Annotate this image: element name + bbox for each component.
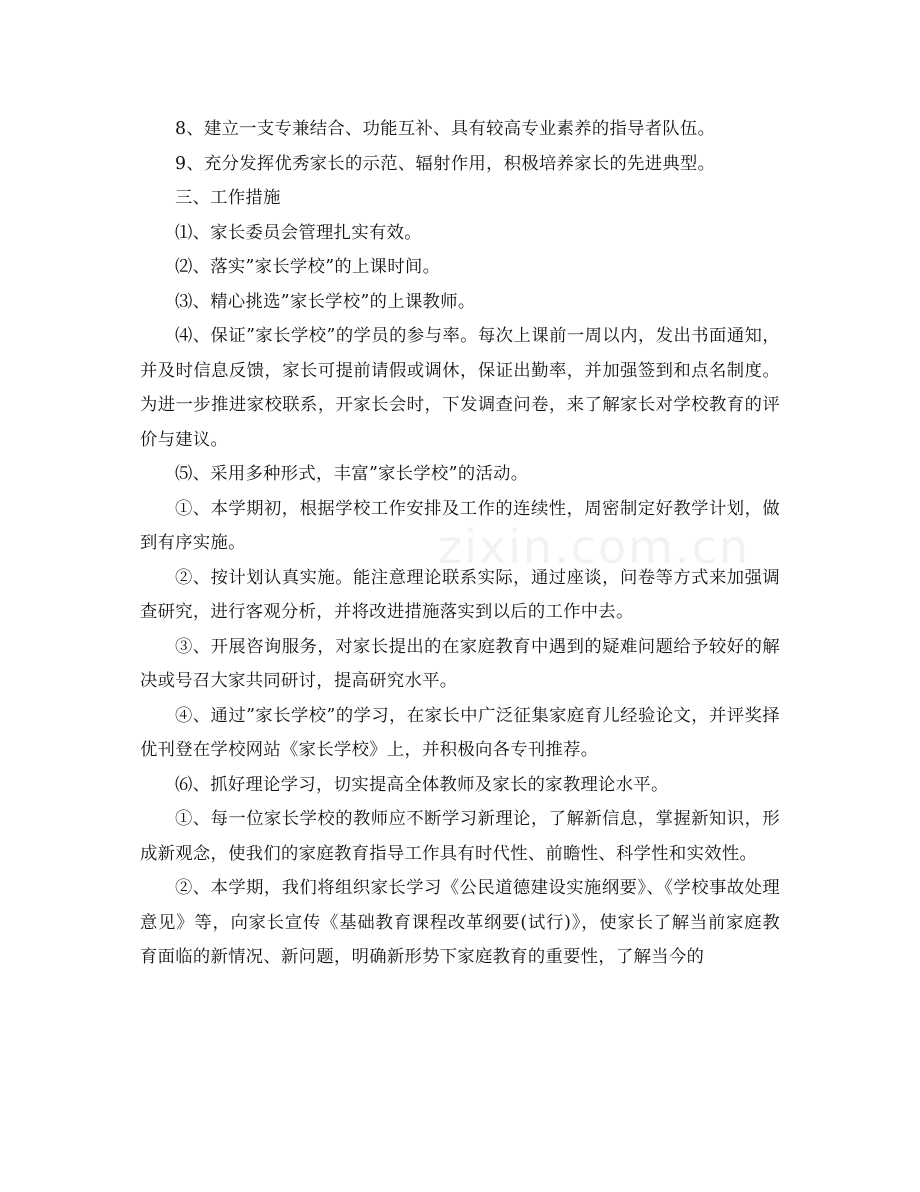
measure-5-item-2: ②、按计划认真实施。能注意理论联系实际，通过座谈，问卷等方式来加强调查研究，进行客观分析，并将改进措施落实到以后的工作中去。	[140, 567, 780, 622]
measure-5-item-4: ④、通过”家长学校”的学习，在家长中广泛征集家庭育儿经验论文，并评奖择优刊登在学校网站《家长学校》上，并积极向各专刊推荐。	[140, 705, 780, 760]
measure-6: ⑹、抓好理论学习，切实提高全体教师及家长的家教理论水平。	[175, 774, 669, 795]
document-body	[140, 112, 780, 975]
paragraph-8: 8、建立一支专兼结合、功能互补、具有较高专业素养的指导者队伍。	[175, 119, 716, 139]
measure-6-item-2: ②、本学期，我们将组织家长学习《公民道德建设实施纲要》、《学校事故处理意见》等，向家长宣传《基础教育课程改革纲要(试行)》，使家长了解当前家庭教育面临的新情况、新问题，明确新形势下家庭教育的重要性，了解当今的	[140, 878, 780, 967]
watermark: zixin.com.cn	[438, 520, 751, 574]
measure-6-item-1: ①、每一位家长学校的教师应不断学习新理论，了解新信息，掌握新知识，形成新观念，使我们的家庭教育指导工作具有时代性、前瞻性、科学性和实效性。	[140, 809, 780, 864]
measure-4: ⑷、保证”家长学校”的学员的参与率。每次上课前一周以内，发出书面通知，并及时信息反馈，家长可提前请假或调休，保证出勤率，并加强签到和点名制度。为进一步推进家校联系，开家长会时，下发调查问卷，来了解家长对学校教育的评价与建议。	[140, 326, 780, 450]
section-heading-work-measures: 三、工作措施	[175, 188, 281, 208]
measure-5-item-3: ③、开展咨询服务，对家长提出的在家庭教育中遇到的疑难问题给予较好的解决或号召大家共同研讨，提高研究水平。	[140, 636, 780, 691]
paragraph-9: 9、充分发挥优秀家长的示范、辐射作用，积极培养家长的先进典型。	[175, 153, 716, 174]
measure-3: ⑶、精心挑选”家长学校”的上课教师。	[175, 291, 476, 312]
measure-1: ⑴、家长委员会管理扎实有效。	[175, 222, 422, 243]
measure-5: ⑸、采用多种形式，丰富”家长学校”的活动。	[175, 464, 529, 484]
measure-2: ⑵、落实”家长学校”的上课时间。	[175, 257, 441, 277]
measure-5-item-1: ①、本学期初，根据学校工作安排及工作的连续性，周密制定好教学计划，做到有序实施。	[140, 498, 780, 553]
